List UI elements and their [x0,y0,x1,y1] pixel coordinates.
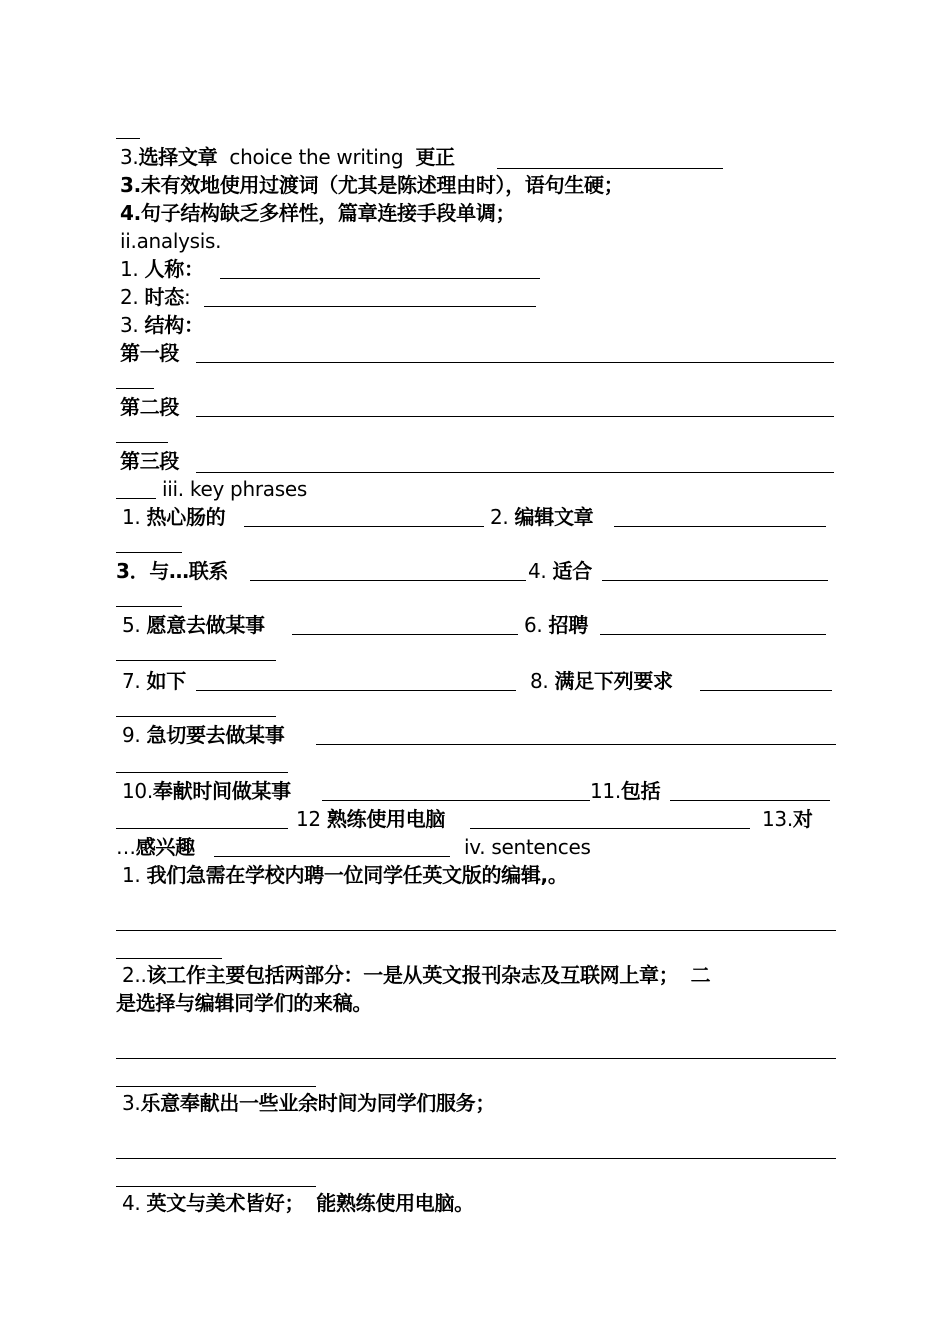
text-run: 满足下列要求 [554,669,673,693]
section-heading: iii. key phrases [162,477,307,501]
text-line [590,778,660,804]
text-run: 包括 [620,779,661,803]
section-heading: ii.analysis. [120,229,222,253]
blank-line [116,1086,316,1087]
text-run: 7. [122,669,141,693]
blank-line [116,930,836,931]
blank-line [250,580,526,581]
text-line [120,144,455,170]
text-run: 时态 [144,285,184,309]
blank-line [116,388,154,389]
text-line [762,806,813,832]
text-line [120,284,190,310]
blank-line [196,472,834,473]
text-run: 4. [528,559,547,583]
text-run: 6. [524,613,543,637]
text-line [120,312,204,338]
blank-line [244,526,484,527]
text-run: 5. [122,613,141,637]
text-run: 乐意奉献出一些业余时间为同学们服务； [140,1091,496,1115]
blank-line [700,690,832,691]
text-run: 8. [530,669,549,693]
text-line [122,504,225,530]
blank-line [670,800,830,801]
text-line [524,612,588,638]
section-heading: iv. sentences [464,835,591,859]
text-line [122,862,568,888]
blank-line [116,660,276,661]
text-run: 对 [792,807,813,831]
text-run: 急切要去做某事 [146,723,285,747]
text-run: 感兴趣 [135,835,195,859]
blank-line [116,1186,316,1187]
text-line: 是选择与编辑同学们的来稿。 [116,991,373,1015]
text-run: 英文与美术皆好； [146,1191,305,1215]
text-line [122,612,265,638]
blank-line [292,634,518,635]
blank-line [116,138,140,139]
blank-line [116,442,168,443]
text-run: 如下 [146,669,186,693]
blank-line [116,498,156,499]
text-run: choice the writing [229,145,404,169]
text-run: 选择文章 [138,145,218,169]
text-run: 该工作主要包括两部分：一是从英文报刊杂志及互联网上章； [146,963,679,987]
text-run: 9. [122,723,141,747]
text-run: 更正 [415,145,455,169]
blank-line [116,552,182,553]
text-run: … [116,835,136,859]
text-run: 编辑文章 [514,505,594,529]
text-line [122,962,710,988]
text-run: 熟练使用电脑 [326,807,446,831]
text-run: 愿意去做某事 [146,613,265,637]
blank-line [600,634,826,635]
text-run: 10. [122,779,153,803]
blank-line [116,772,288,773]
text-line [116,834,195,860]
text-run: 奉献时间做某事 [152,779,291,803]
text-line: 4.句子结构缺乏多样性，篇章连接手段单调； [120,201,516,225]
text-run: 结构： [144,313,204,337]
text-run: 热心肠的 [146,505,226,529]
blank-line [316,744,836,745]
text-run: 3. [122,1091,141,1115]
paragraph-label: 第三段 [120,449,180,473]
text-run: 2. [120,285,139,309]
text-run: : [183,285,191,309]
text-run: 我们急需在学校内聘一位同学任英文版的编辑,。 [146,863,568,887]
blank-line [220,278,540,279]
text-line: 3．与…联系 [116,559,229,583]
blank-line [116,828,288,829]
text-line [122,668,186,694]
blank-line [196,416,834,417]
text-line [528,558,592,584]
blank-line [116,606,182,607]
blank-line [116,958,222,959]
paragraph-label: 第一段 [120,341,180,365]
blank-line [116,1058,836,1059]
text-run: 招聘 [548,613,588,637]
text-run: 能熟练使用电脑。 [316,1191,474,1215]
blank-line [196,690,516,691]
text-line [122,778,291,804]
text-line [490,504,593,530]
text-run: 11. [590,779,621,803]
text-run: 2.. [122,963,147,987]
text-run: 4. [122,1191,141,1215]
text-run: 适合 [552,559,592,583]
blank-line [204,306,536,307]
blank-line [116,1158,836,1159]
text-run: 1. [122,505,141,529]
text-line [122,722,284,748]
blank-line [322,800,590,801]
text-run: 2. [490,505,509,529]
blank-line [614,526,826,527]
text-line [122,1090,495,1116]
blank-line [116,716,276,717]
blank-line [214,856,450,857]
blank-line [196,362,834,363]
text-run: 二 [690,963,711,987]
text-run: 13. [762,807,793,831]
text-run: 12 [296,807,321,831]
text-line [530,668,673,694]
text-line [120,256,204,282]
text-run: 人称： [144,257,204,281]
blank-line [497,168,723,169]
text-run: 1. [120,257,139,281]
text-line [296,806,445,832]
paragraph-label: 第二段 [120,395,180,419]
blank-line [602,580,828,581]
text-line [122,1190,474,1216]
text-run: 3. [120,145,139,169]
text-run: 1. [122,863,141,887]
text-line: 3.未有效地使用过渡词（尤其是陈述理由时），语句生硬； [120,173,624,197]
text-run: 3. [120,313,139,337]
blank-line [470,828,750,829]
